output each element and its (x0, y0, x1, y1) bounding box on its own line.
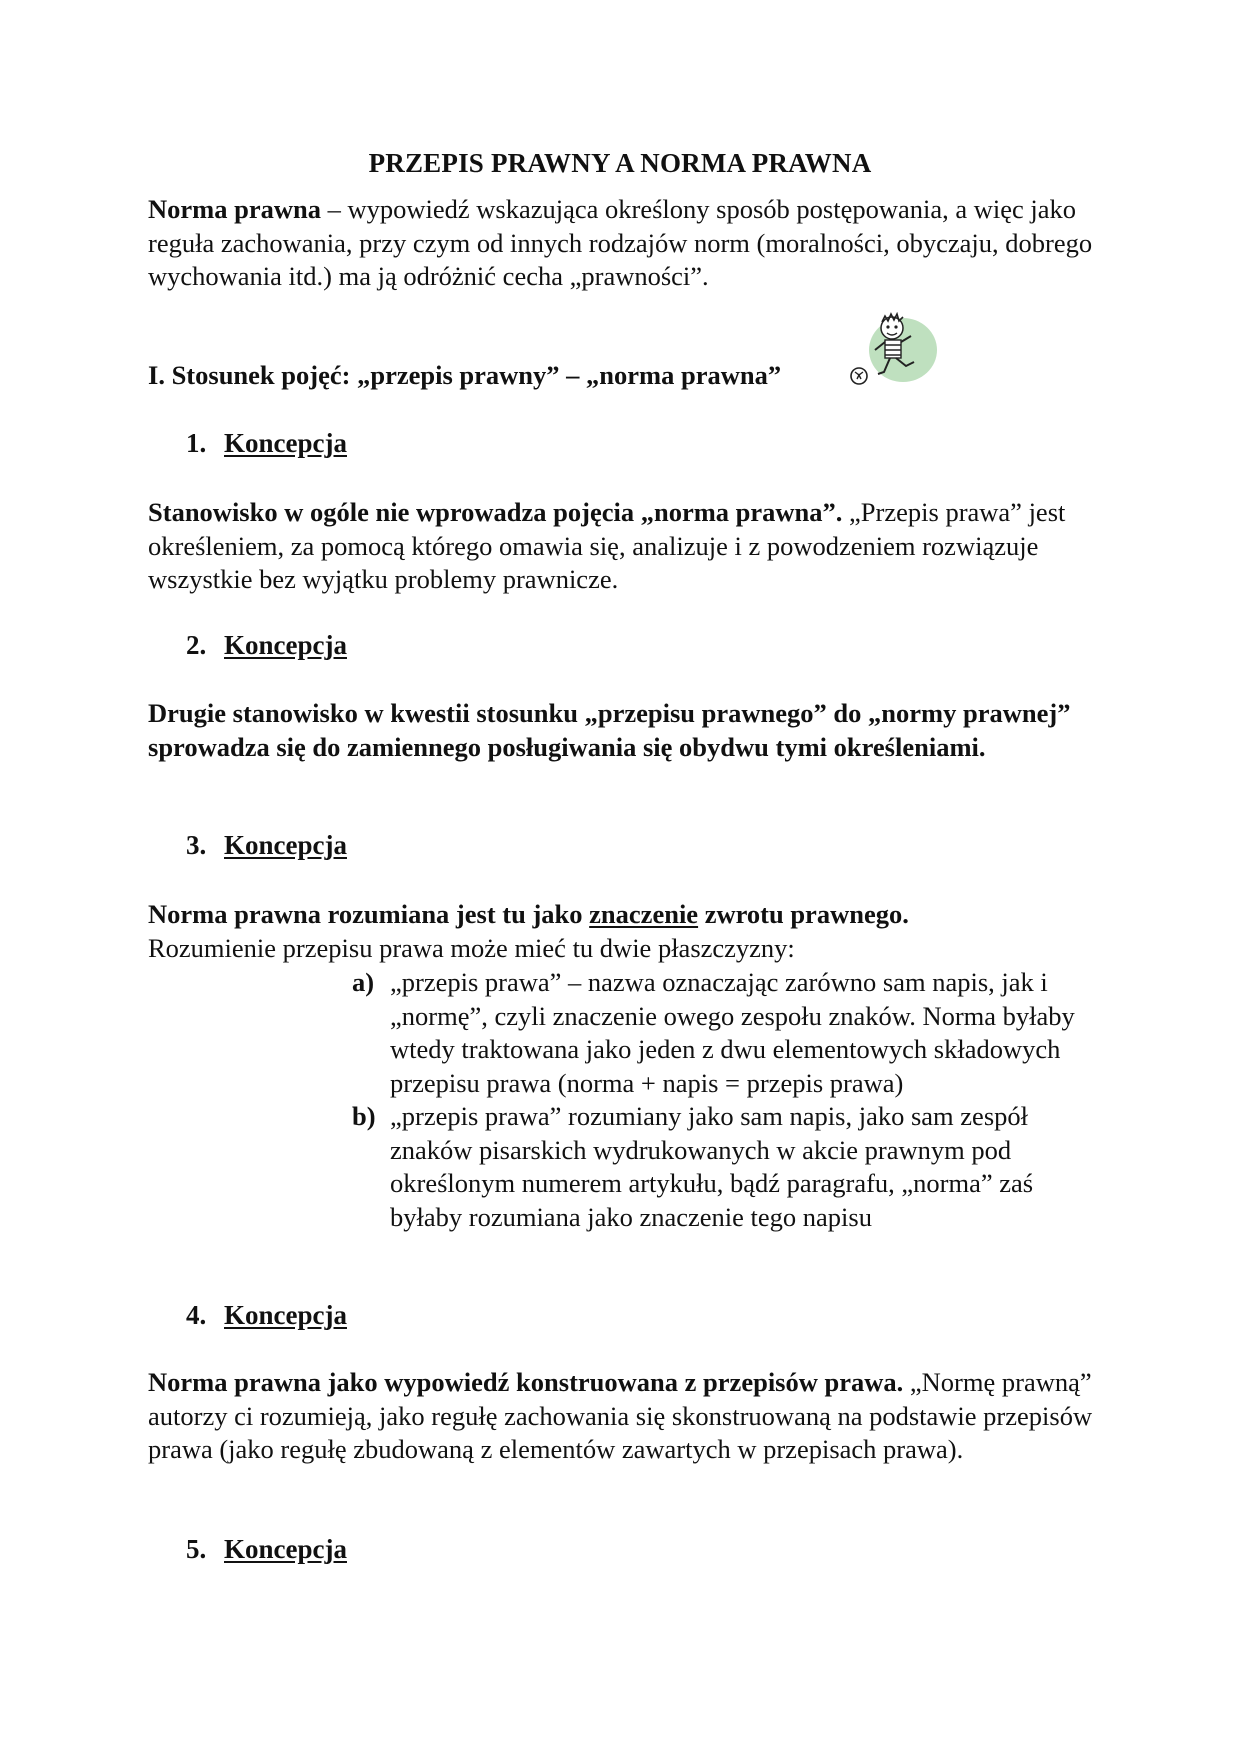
concept-1-paragraph: Stanowisko w ogóle nie wprowadza pojęcia „norma prawna”. „Przepis prawa” jest określeniem, za pomocą którego omawia się, analizuje i z powodzeniem rozwiązuje wszystkie bez wyjątku problemy prawnicze. (148, 497, 1066, 594)
intro-term: Norma prawna (148, 194, 321, 224)
page-title: PRZEPIS PRAWNY A NORMA PRAWNA (368, 148, 872, 178)
section-heading (148, 360, 781, 391)
cartoon-boy-kicking-ball-icon (848, 312, 938, 390)
intro-definition: – wypowiedź wskazująca określony sposób postępowania, a więc jako reguła zachowania, przy czym od innych rodzajów norm (moralności, obyczaju, dobrego wychowania itd.) ma ją odróżnić cecha „prawności”. (148, 194, 1093, 291)
section-label: I. Stosunek pojęć: „przepis prawny” – „norma prawna” (148, 360, 782, 390)
concept-3-list (352, 966, 1092, 1234)
concept-4-paragraph: Norma prawna jako wypowiedź konstruowana z przepisów prawa. „Normę prawną” autorzy ci rozumieją, jako regułę zachowania się skonstruowaną na podstawie przepisów prawa (jako regułę zbudowaną z elementów zawartych w przepisach prawa). (148, 1367, 1093, 1464)
intro-paragraph (148, 193, 1098, 294)
concept-5-heading: 5. Koncepcja (186, 1534, 347, 1564)
list-item: b) „przepis prawa” rozumiany jako sam napis, jako sam zespół znaków pisarskich wydrukowanych w akcie prawnym pod określonym numerem artykułu, bądź paragrafu, „norma” zaś byłaby rozumiana jako znaczenie tego napisu (352, 1101, 1034, 1232)
concept-1-heading: 1. Koncepcja (186, 428, 347, 458)
concept-2-paragraph: Drugie stanowisko w kwestii stosunku „przepisu prawnego” do „normy prawnej” sprowadza się do zamiennego posługiwania się obydwu tymi określeniami. (148, 698, 1071, 762)
concept-2-heading: 2. Koncepcja (186, 630, 347, 660)
concept-4-heading: 4. Koncepcja (186, 1300, 347, 1330)
list-item: a) „przepis prawa” – nazwa oznaczając zarówno sam napis, jak i „normę”, czyli znaczenie owego zespołu znaków. Norma byłaby wtedy traktowana jako jeden z dwu elementowych składowych przepisu prawa (norma + napis = przepis prawa) (352, 967, 1075, 1098)
concept-3-heading: 3. Koncepcja (186, 830, 347, 860)
concept-3-paragraph: Norma prawna rozumiana jest tu jako znaczenie zwrotu prawnego. Rozumienie przepisu prawa może mieć tu dwie płaszczyzny: (148, 899, 909, 963)
